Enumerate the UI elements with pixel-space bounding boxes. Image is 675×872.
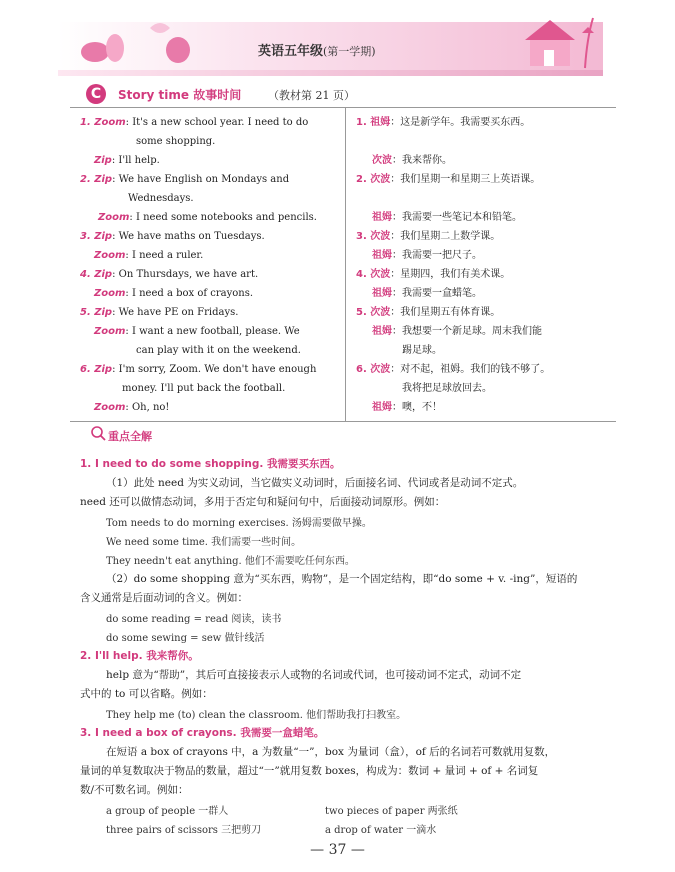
- example: three pairs of scissors 三把剪刀: [106, 825, 262, 836]
- story-line-cn: 祖姆：我需要一把尺子。: [372, 250, 482, 261]
- story-line: Zoom: I need some notebooks and pencils.: [98, 212, 317, 223]
- story-line: 1. Zoom: It's a new school year. I need to do: [80, 117, 309, 128]
- story-line: Zoom: I want a new football, please. We: [94, 326, 300, 337]
- story-line: money. I'll put back the football.: [122, 383, 286, 394]
- example: Tom needs to do morning exercises. 汤姆需要做早操。: [106, 518, 372, 529]
- section-badge: C: [86, 84, 106, 104]
- keypoint-heading: 3. I need a box of crayons. 我需要一盒蜡笔。: [80, 727, 325, 739]
- story-line-cn: 1. 祖姆：这是新学年。我需要买东西。: [356, 117, 531, 128]
- header-title: [258, 40, 376, 59]
- story-line-cn: 我将把足球放回去。: [402, 383, 492, 394]
- story-line-cn: 2. 次波：我们星期一和星期三上英语课。: [356, 174, 541, 185]
- story-line-cn: 4. 次波：星期四，我们有美术课。: [356, 269, 511, 280]
- paragraph: 式中的 to 可以省略。例如：: [80, 688, 213, 700]
- example: two pieces of paper 两张纸: [325, 806, 458, 817]
- story-line: Zoom: I need a ruler.: [94, 250, 204, 261]
- keypoint-heading: 2. I'll help. 我来帮你。: [80, 650, 199, 662]
- story-line: some shopping.: [136, 136, 216, 147]
- story-line-cn: 祖姆：我需要一盒蜡笔。: [372, 288, 482, 299]
- paragraph: help 意为“帮助”，其后可直接接表示人或物的名词或代词，也可接动词不定式，动词不定: [106, 669, 522, 681]
- decoration-icon: [60, 10, 210, 70]
- paragraph: （1）此处 need 为实义动词，当它做实义动词时，后面接名词、代词或者是动词不定式。: [106, 477, 524, 489]
- paragraph: 数/不可数名词。例如：: [80, 784, 189, 796]
- story-line-cn: 次波：我来帮你。: [372, 155, 452, 166]
- story-line-cn: 祖姆：噢，不！: [372, 402, 442, 413]
- example: They needn't eat anything. 他们不需要吃任何东西。: [106, 556, 355, 567]
- story-divider: [345, 107, 346, 422]
- example: a drop of water 一滴水: [325, 825, 437, 836]
- section-reference: （教材第 21 页）: [268, 89, 355, 102]
- paragraph: 量词的单复数取决于物品的数量，超过“一”就用复数 boxes，构成为：数词 + 量词 + of + 名词复: [80, 765, 539, 777]
- magnifier-icon: [90, 425, 106, 441]
- example: do some reading = read 阅读，读书: [106, 614, 282, 625]
- story-line: 5. Zip: We have PE on Fridays.: [80, 307, 239, 318]
- paragraph: 含义通常是后面动词的含义。例如：: [80, 592, 248, 604]
- story-line-cn: 踢足球。: [402, 345, 442, 356]
- keypoint-heading: 1. I need to do some shopping. 我需要买东西。: [80, 458, 341, 470]
- paragraph: （2）do some shopping 意为“买东西，购物”，是一个固定结构，即“do some + v. -ing”，短语的: [106, 573, 578, 585]
- keypoints-title: 重点全解: [108, 430, 152, 443]
- page-number: — 37 —: [310, 842, 365, 858]
- story-line: Zoom: I need a box of crayons.: [94, 288, 253, 299]
- paragraph: 在短语 a box of crayons 中，a 为数量“一”，box 为量词（盒），of 后的名词若可数就用复数，: [106, 746, 556, 758]
- house-icon: [510, 8, 605, 74]
- story-line-cn: 5. 次波：我们星期五有体育课。: [356, 307, 501, 318]
- header-subtitle: (第一学期): [323, 45, 376, 58]
- story-line: Wednesdays.: [128, 193, 194, 204]
- story-line-cn: 祖姆：我需要一些笔记本和铅笔。: [372, 212, 522, 223]
- example: do some sewing = sew 做针线活: [106, 633, 265, 644]
- header-title-main: 英语五年级: [258, 44, 324, 59]
- example: We need some time. 我们需要一些时间。: [106, 537, 302, 548]
- story-line: 6. Zip: I'm sorry, Zoom. We don't have enough: [80, 364, 317, 375]
- story-line: can play with it on the weekend.: [136, 345, 301, 356]
- story-line: 3. Zip: We have maths on Tuesdays.: [80, 231, 265, 242]
- story-line: Zip: I'll help.: [94, 155, 160, 166]
- section-title: Story time 故事时间: [118, 88, 242, 102]
- story-line: 4. Zip: On Thursdays, we have art.: [80, 269, 259, 280]
- story-line: Zoom: Oh, no!: [94, 402, 170, 413]
- story-line-cn: 3. 次波：我们星期二上数学课。: [356, 231, 501, 242]
- example: a group of people 一群人: [106, 806, 229, 817]
- story-line: 2. Zip: We have English on Mondays and: [80, 174, 290, 185]
- paragraph: need 还可以做情态动词，多用于否定句和疑问句中，后面接动词原形。例如：: [80, 496, 446, 508]
- story-line-cn: 祖姆：我想要一个新足球。周末我们能: [372, 326, 542, 337]
- example: They help me (to) clean the classroom. 他们帮助我打扫教室。: [106, 710, 407, 721]
- story-line-cn: 6. 次波：对不起，祖姆。我们的钱不够了。: [356, 364, 551, 375]
